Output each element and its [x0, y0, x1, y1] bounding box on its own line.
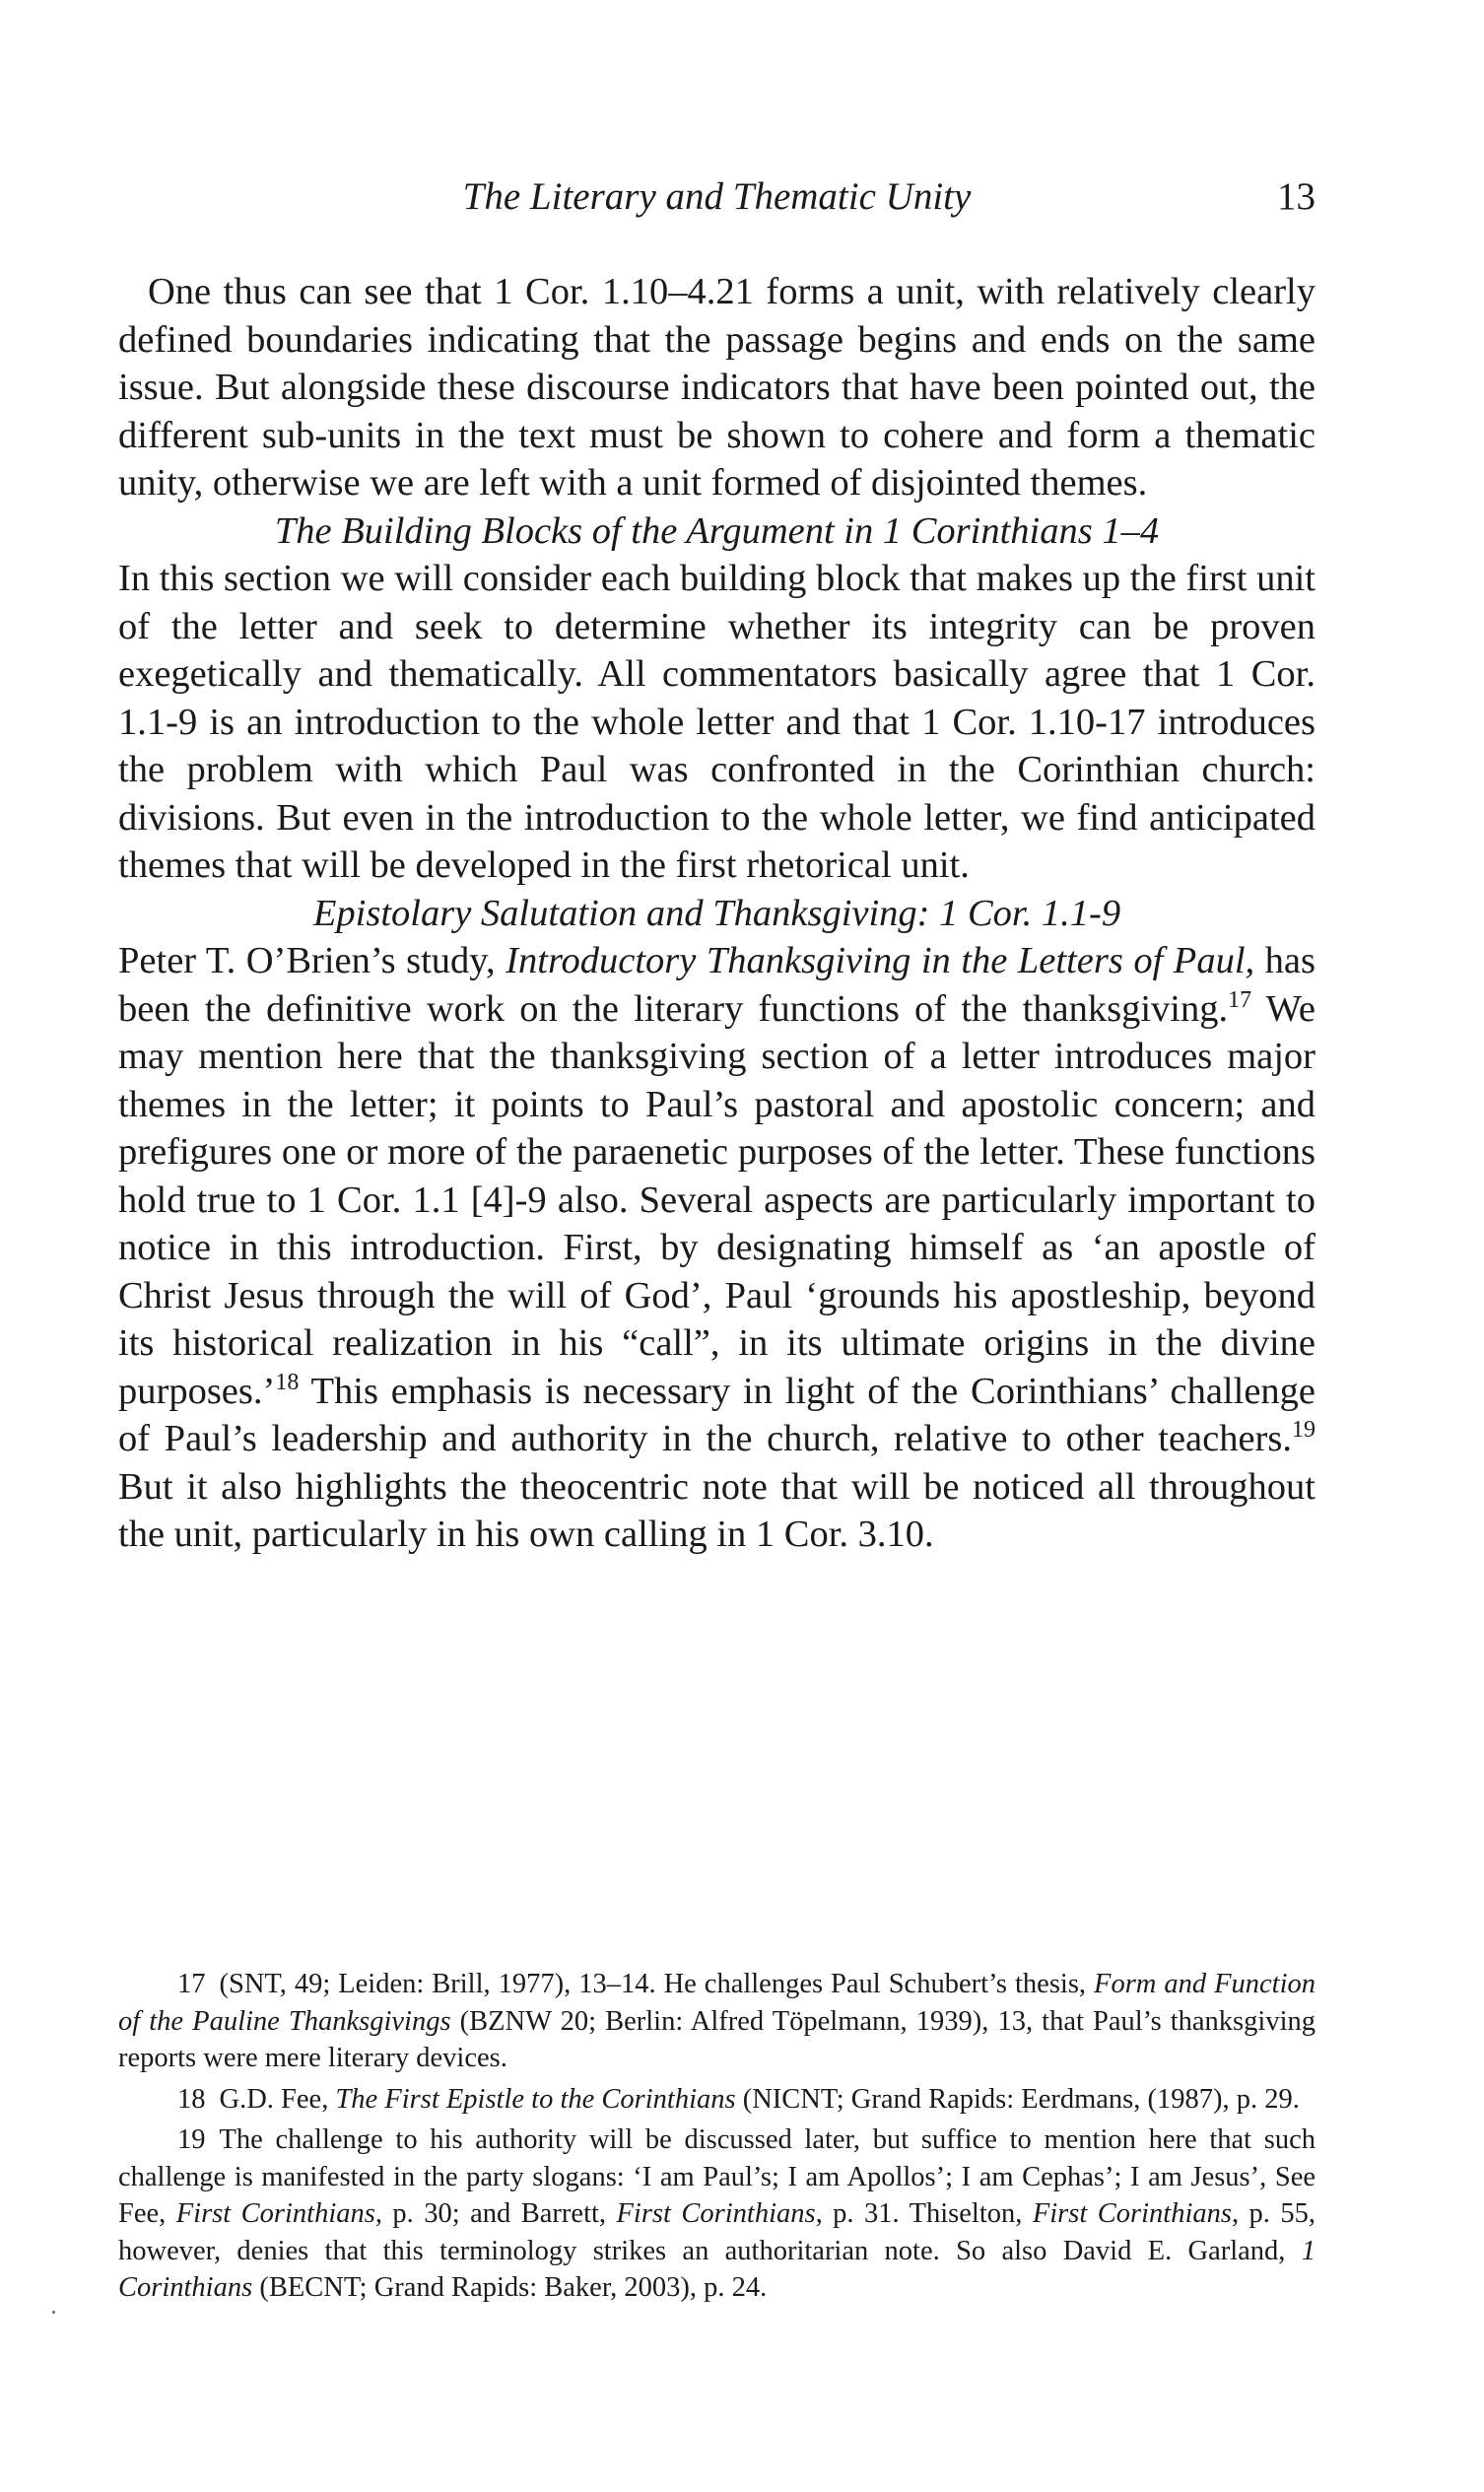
footnote-number: 17	[177, 1969, 206, 1999]
text-run: (SNT, 49; Leiden: Brill, 1977), 13–14. He challenges Paul Schubert’s thesis,	[219, 1969, 1095, 1999]
paragraph-salutation	[118, 937, 1315, 1559]
footnote-19	[118, 2122, 1315, 2307]
section-heading-building-blocks: The Building Blocks of the Argument in 1 Corinthians 1–4	[274, 509, 1160, 552]
book-title: The First Epistle to the Corinthians	[335, 2083, 736, 2115]
footnotes	[118, 1966, 1315, 2311]
text-run: The challenge to his authority will be discussed later, but suffice to mention here that such challenge is manifested in the party slogans: ‘I am Paul’s; I am Apollos’; I am Cephas’; I am Jesus’, See Fee,	[118, 2124, 1315, 2229]
book-title: Form and Function of the Pauline Thanksgivings	[118, 1969, 1315, 2037]
page-number: 13	[1277, 175, 1315, 218]
running-title: The Literary and Thematic Unity	[462, 175, 972, 218]
text-run: This emphasis is necessary in light of the Corinthians’ challenge of Paul’s leadership and authority in the church, relative to other teachers.	[118, 1370, 1315, 1459]
footnote-ref-19[interactable]: 19	[1292, 1417, 1315, 1444]
footnote-ref-17[interactable]: 17	[1228, 986, 1252, 1013]
text-run: (BECNT; Grand Rapids: Baker, 2003), p. 24.	[252, 2272, 768, 2303]
text-run: Peter T. O’Brien’s study,	[118, 940, 506, 981]
footnote-18	[118, 2081, 1315, 2119]
text-run: (NICNT; Grand Rapids: Eerdmans, (1987), p. 29.	[735, 2083, 1300, 2115]
footnote-number: 19	[177, 2124, 206, 2155]
running-head	[118, 169, 1315, 225]
section-heading-salutation: Epistolary Salutation and Thanksgiving: 1 Cor. 1.1-9	[312, 892, 1121, 934]
book-title: First Corinthians	[616, 2198, 816, 2229]
text-run: (BZNW 20; Berlin: Alfred Töpelmann, 1939), 13, that Paul’s thanksgiving reports were mere literary devices.	[118, 2005, 1315, 2073]
text-run: , p. 55, however, denies that this terminology strikes an authoritarian note. So also David E. Garland,	[118, 2198, 1316, 2266]
book-title: 1 Corinthians	[118, 2235, 1315, 2303]
footnote-ref-18[interactable]: 18	[275, 1369, 300, 1395]
book-title: Introductory Thanksgiving in the Letters of Paul,	[506, 940, 1255, 981]
paragraph-intro: One thus can see that 1 Cor. 1.10–4.21 forms a unit, with relatively clearly defined boundaries indicating that the passage begins and ends on the same issue. But alongside these discourse indicators that have been pointed out, the different sub-units in the text must be shown to cohere and form a thematic unity, otherwise we are left with a unit formed of disjointed themes.	[118, 271, 1315, 504]
footnote-number: 18	[177, 2083, 206, 2115]
text-run: But it also highlights the theocentric note that will be noticed all throughout the unit, particularly in his own calling in 1 Cor. 3.10.	[118, 1465, 1315, 1555]
text-run: has been the definitive work on the literary functions of the thanksgiving.	[118, 940, 1315, 1030]
main-text	[118, 268, 1315, 1559]
book-title: First Corinthians	[1032, 2198, 1232, 2229]
footnote-17	[118, 1966, 1315, 2077]
book-title: First Corinthians	[175, 2198, 375, 2229]
text-run: , p. 30; and Barrett,	[374, 2198, 617, 2229]
scan-speck	[52, 2311, 55, 2314]
text-run: , p. 31. Thiselton,	[815, 2198, 1033, 2229]
text-run: We may mention here that the thanksgiving section of a letter introduces major themes in the letter; it points to Paul’s pastoral and apostolic concern; and prefigures one or more of the paraenetic purposes of the letter. These functions hold true to 1 Cor. 1.1 [4]-9 also. Several aspects are particularly important to notice in this introduction. First, by designating himself as ‘an apostle of Christ Jesus through the will of God’, Paul ‘grounds his apostleship, beyond its historical realization in his “call”, in its ultimate origins in the divine purposes.’	[118, 987, 1315, 1412]
paragraph-building-blocks: In this section we will consider each building block that makes up the first unit of the letter and seek to determine whether its integrity can be proven exegetically and thematically. All commentators basically agree that 1 Cor. 1.1-9 is an introduction to the whole letter and that 1 Cor. 1.10-17 introduces the problem with which Paul was confronted in the Corinthian church: divisions. But even in the introduction to the whole letter, we find anticipated themes that will be developed in the first rhetorical unit.	[118, 558, 1315, 886]
text-run: G.D. Fee,	[219, 2083, 336, 2115]
